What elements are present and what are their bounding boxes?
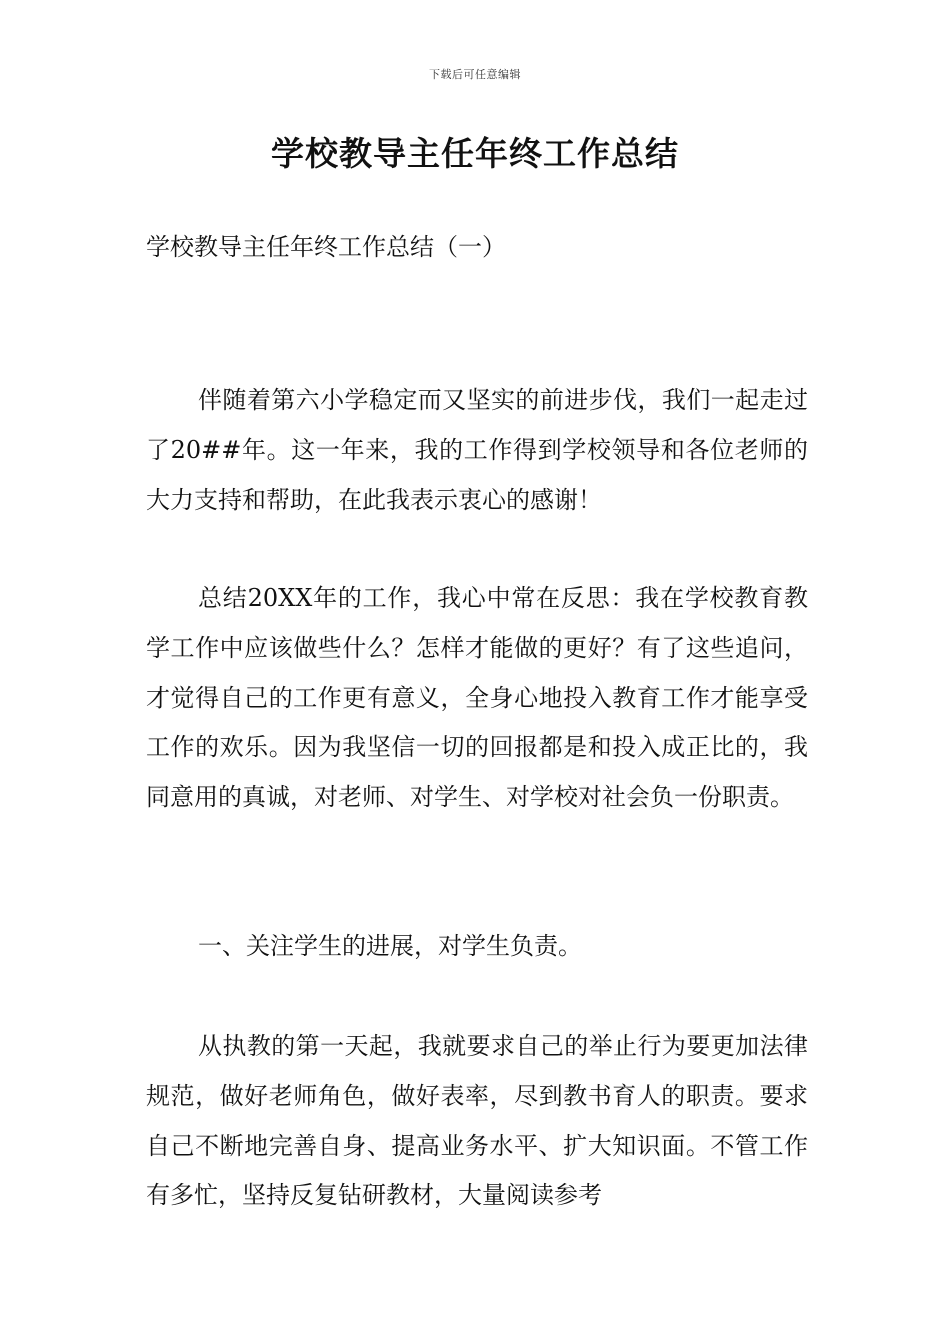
paragraph-section-1: 从执教的第一天起，我就要求自己的举止行为要更加法律规范，做好老师角色，做好表率，尽到教书育人的职责。要求自己不断地完善自身、提高业务水平、扩大知识面。不管工作有多忙，坚持反复钻研教材，大量阅读参考: [146, 1032, 808, 1210]
section-heading-1: 一、关注学生的进展，对学生负责。: [198, 932, 582, 960]
paragraph-intro: 伴随着第六小学稳定而又坚实的前进步伐，我们一起走过了20##年。这一年来，我的工作得到学校领导和各位老师的大力支持和帮助，在此我表示衷心的感谢！: [146, 386, 808, 514]
paragraph-reflection: 总结20XX年的工作，我心中常在反思：我在学校教育教学工作中应该做些什么？怎样才能做的更好？有了这些追问，才觉得自己的工作更有意义，全身心地投入教育工作才能享受工作的欢乐。因为我坚信一切的回报都是和投入成正比的，我同意用的真诚，对老师、对学生、对学校对社会负一份职责。: [146, 584, 808, 812]
header-note: 下载后可任意编辑: [429, 68, 521, 81]
section-subtitle: 学校教导主任年终工作总结（一）: [146, 233, 506, 261]
document-title: 学校教导主任年终工作总结: [271, 134, 679, 173]
